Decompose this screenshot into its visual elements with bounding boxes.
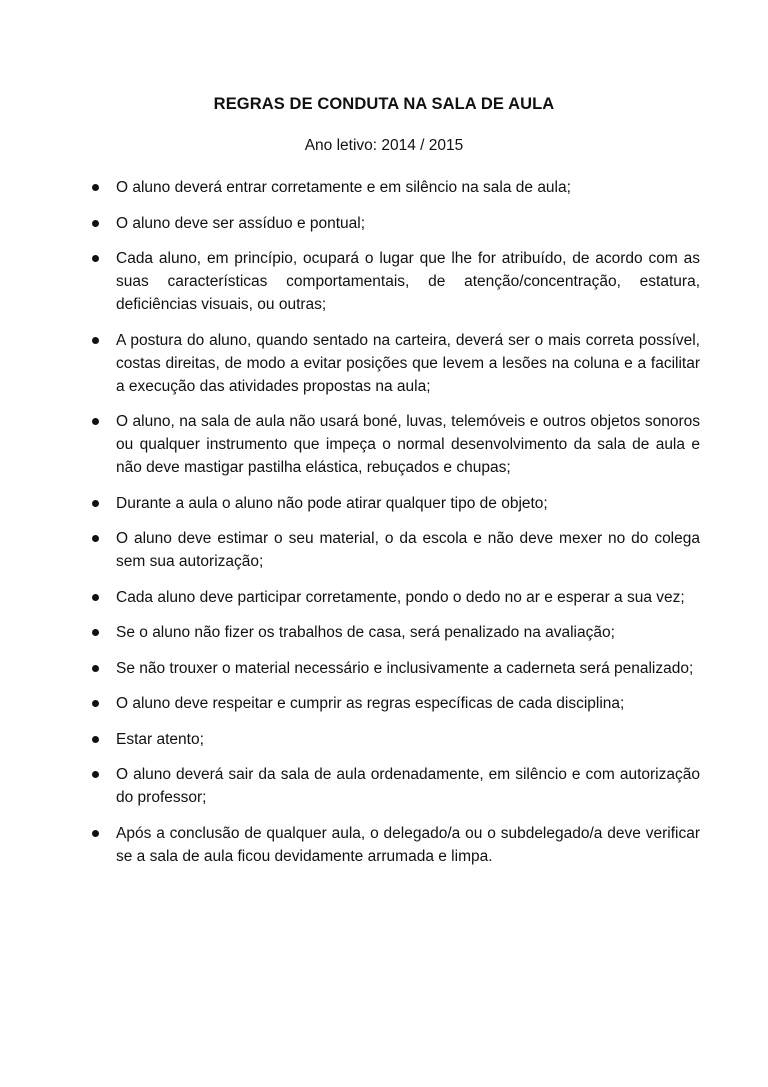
bullet-icon [92, 500, 99, 507]
rule-text: O aluno deve estimar o seu material, o da escola e não deve mexer no do colega sem sua autorização; [116, 530, 700, 570]
bullet-icon [92, 594, 99, 601]
rule-item [88, 329, 700, 398]
rule-text: O aluno deve respeitar e cumprir as regras específicas de cada disciplina; [116, 695, 625, 712]
bullet-icon [92, 629, 99, 636]
rule-text: Cada aluno, em princípio, ocupará o lugar que lhe for atribuído, de acordo com as suas características comportamentais, de atenção/concentração, estatura, deficiências visuais, ou outras; [116, 250, 700, 313]
rule-text: A postura do aluno, quando sentado na carteira, deverá ser o mais correta possível, costas direitas, de modo a evitar posições que levem a lesões na coluna e a facilitar a execução das atividades propostas na aula; [116, 331, 700, 395]
rule-text: Após a conclusão de qualquer aula, o delegado/a ou o subdelegado/a deve verificar se a sala de aula ficou devidamente arrumada e limpa. [116, 824, 700, 865]
rule-item [88, 657, 700, 680]
rule-item [88, 728, 700, 751]
school-year: Ano letivo: 2014 / 2015 [304, 137, 464, 154]
rule-item [88, 212, 700, 235]
rule-text: O aluno, na sala de aula não usará boné, luvas, telemóveis e outros objetos sonoros ou qualquer instrumento que impeça o normal desenvolvimento da sala de aula e não deve mastigar pastilha elástica, rebuçados e chupas; [116, 413, 700, 476]
rule-text: Cada aluno deve participar corretamente, pondo o dedo no ar e esperar a sua vez; [116, 588, 685, 606]
rule-item [88, 586, 700, 609]
rule-item [88, 410, 700, 479]
rule-item [88, 822, 700, 868]
bullet-icon [92, 418, 99, 425]
rule-item [88, 492, 700, 515]
rule-text: Se o aluno não fizer os trabalhos de casa, será penalizado na avaliação; [116, 624, 615, 641]
rule-item [88, 763, 700, 809]
bullet-icon [92, 665, 99, 672]
bullet-icon [92, 736, 99, 743]
bullet-icon [92, 771, 99, 778]
bullet-icon [92, 535, 99, 542]
rule-text: O aluno deverá sair da sala de aula ordenadamente, em silêncio e com autorização do professor; [116, 766, 700, 806]
rule-item [88, 692, 700, 715]
bullet-icon [92, 255, 99, 262]
bullet-icon [92, 184, 99, 191]
rules-list [88, 176, 700, 880]
rule-text: O aluno deverá entrar corretamente e em silêncio na sala de aula; [116, 179, 571, 196]
document-title: REGRAS DE CONDUTA NA SALA DE AULA [213, 95, 555, 113]
bullet-icon [92, 830, 99, 837]
rule-item [88, 176, 700, 199]
rule-text: O aluno deve ser assíduo e pontual; [116, 214, 366, 232]
rule-item [88, 247, 700, 316]
rule-text: Estar atento; [116, 730, 204, 748]
rule-item [88, 527, 700, 573]
rule-text: Se não trouxer o material necessário e inclusivamente a caderneta será penalizado; [116, 659, 694, 677]
bullet-icon [92, 700, 99, 707]
bullet-icon [92, 220, 99, 227]
rule-text: Durante a aula o aluno não pode atirar qualquer tipo de objeto; [116, 494, 548, 512]
bullet-icon [92, 337, 99, 344]
rule-item [88, 621, 700, 644]
